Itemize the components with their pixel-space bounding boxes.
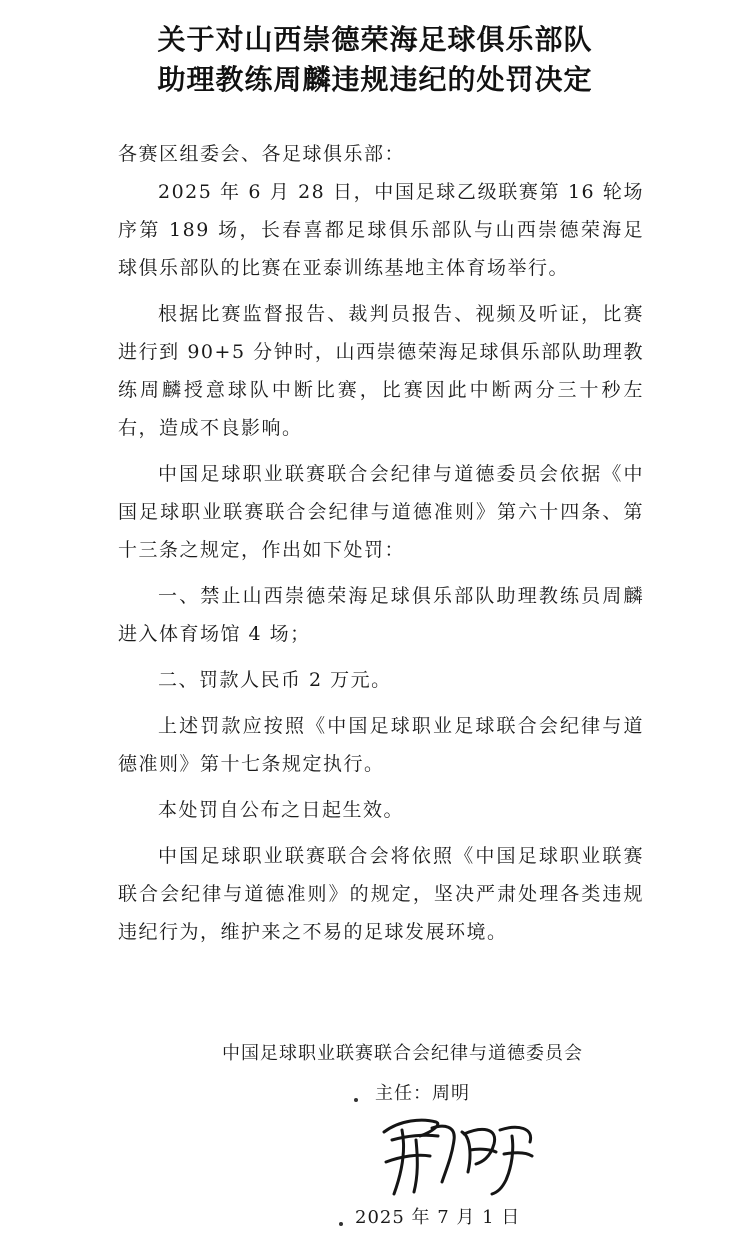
paragraph-fine-execution: 上述罚款应按照《中国足球职业足球联合会纪律与道德准则》第十七条规定执行。 — [118, 715, 644, 775]
signing-date: 2025 年 7 月 1 日 — [355, 1207, 521, 1228]
document-body — [118, 173, 644, 951]
handwritten-signature — [372, 1110, 542, 1200]
paragraph-incident: 根据比赛监督报告、裁判员报告、视频及听证，比赛进行到 90+5 分钟时，山西崇德荣海足球俱乐部队助理教练周麟授意球队中断比赛，比赛因此中断两分三十秒左右，造成不良影响。 — [118, 303, 644, 439]
paragraph-match-info: 2025 年 6 月 28 日，中国足球乙级联赛第 16 轮场序第 189 场，长春喜都足球俱乐部队与山西崇德荣海足球俱乐部队的比赛在亚泰训练基地主体育场举行。 — [118, 181, 644, 279]
paragraph-penalty-fine: 二、罚款人民币 2 万元。 — [158, 669, 392, 691]
scan-speck — [354, 1098, 358, 1102]
document-title-line-1: 关于对山西崇德荣海足球俱乐部队 — [157, 23, 593, 56]
signing-organization: 中国足球职业联赛联合会纪律与道德委员会 — [222, 1043, 583, 1064]
paragraph-effective: 本处罚自公布之日起生效。 — [158, 799, 405, 821]
paragraph-ruling-basis: 中国足球职业联赛联合会纪律与道德委员会依据《中国足球职业联赛联合会纪律与道德准则》第六十四条、第十三条之规定，作出如下处罚： — [118, 463, 644, 561]
scan-speck — [339, 1222, 343, 1226]
paragraph-penalty-ban: 一、禁止山西崇德荣海足球俱乐部队助理教练员周麟进入体育场馆 4 场； — [118, 585, 644, 645]
paragraph-closing: 中国足球职业联赛联合会将依照《中国足球职业联赛联合会纪律与道德准则》的规定，坚决严肃处理各类违规违纪行为，维护来之不易的足球发展环境。 — [118, 845, 644, 943]
director-name: 主任：周明 — [375, 1083, 470, 1104]
salutation: 各赛区组委会、各足球俱乐部： — [118, 143, 406, 165]
document-title-line-2: 助理教练周麟违规违纪的处罚决定 — [157, 63, 593, 96]
